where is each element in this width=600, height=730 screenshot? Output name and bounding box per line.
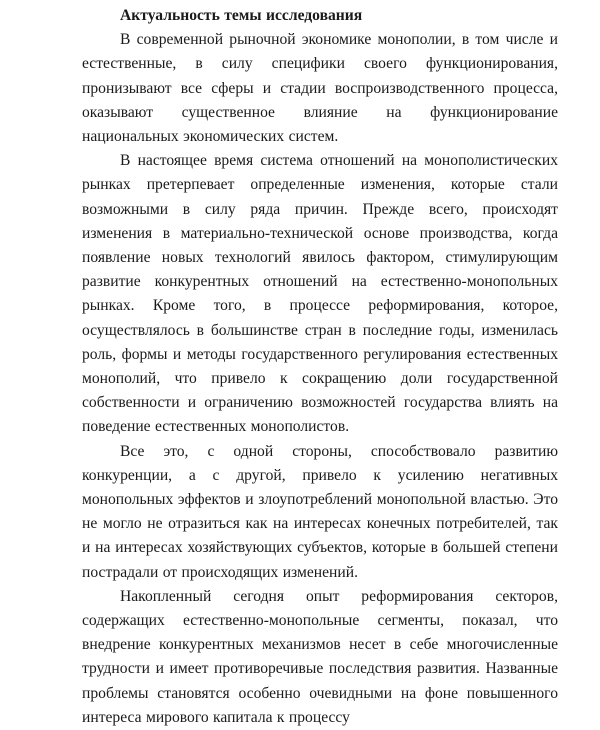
paragraph-1: В современной рыночной экономике монополии, в том числе и естественные, в силу специфики своего функционирования, пронизывают все сферы и стадии воспроизводственного процесса, оказывают существенное влияние на функционирование национальных экономических систем.	[82, 31, 558, 146]
document-body	[82, 4, 558, 730]
paragraph-2: В настоящее время система отношений на монополистических рынках претерпевает определенные изменения, которые стали возможными в силу ряда причин. Прежде всего, происходят изменения в материально-технической основе производства, когда появление новых технологий явилось фактором, стимулирующим развитие конкурентных отношений на естественно-монопольных рынках. Кроме того, в процессе реформирования, которое, осуществлялось в большинстве стран в последние годы, изменилась роль, формы и методы государственного регулирования естественных монополий, что привело к сокращению доли государственной собственности и ограничению возможностей государства влиять на поведение естественных монополистов.	[82, 152, 558, 436]
paragraph-4: Накопленный сегодня опыт реформирования секторов, содержащих естественно-монопольные сегменты, показал, что внедрение конкурентных механизмов несет в себе многочисленные трудности и имеет противоречивые последствия развития. Названные проблемы становятся особенно очевидными на фоне повышенного интереса мирового капитала к процессу	[82, 587, 558, 726]
section-heading: Актуальность темы исследования	[120, 7, 363, 24]
paragraph-3: Все это, с одной стороны, способствовало развитию конкуренции, а с другой, привело к усилению негативных монопольных эффектов и злоупотреблений монопольной властью. Это не могло не отразиться как на интересах конечных потребителей, так и на интересах хозяйствующих субъектов, которые в большей степени пострадали от происходящих изменений.	[82, 442, 558, 581]
